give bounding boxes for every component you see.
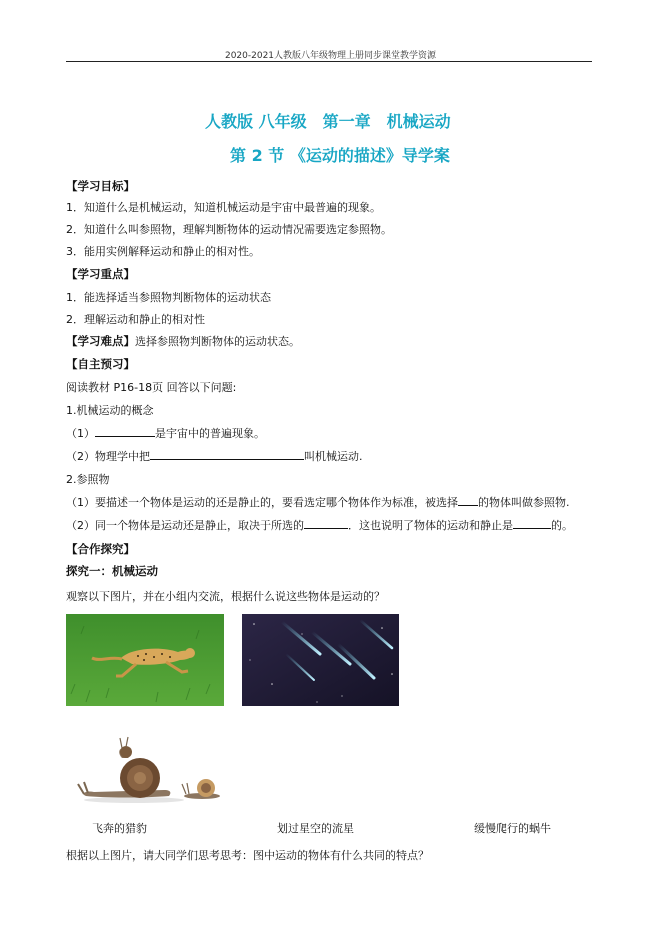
caption-snail: 缓慢爬行的蜗牛 — [474, 822, 551, 835]
cooperate-heading: 【合作探究】 — [66, 542, 135, 556]
keypoint-item: 2．理解运动和静止的相对性 — [66, 313, 205, 326]
doc-subtitle: 第 2 节 《运动的描述》导学案 — [230, 146, 450, 165]
keypoints-heading: 【学习重点】 — [66, 267, 135, 281]
preview-q1b: （2）物理学中把 叫机械运动. — [66, 450, 363, 463]
meteor-photo — [242, 614, 399, 706]
goal-item: 1．知道什么是机械运动，知道机械运动是宇宙中最普遍的现象。 — [66, 201, 381, 214]
page-header: 2020-2021人教版八年级物理上册同步课堂教学资源 — [224, 51, 437, 61]
preview-intro: 阅读教材 P16-18页 回答以下问题: — [66, 381, 237, 394]
answer-blank[interactable] — [304, 518, 348, 529]
explore-question: 观察以下图片，并在小组内交流，根据什么说这些物体是运动的？ — [66, 590, 385, 603]
preview-q1a: （1） 是宇宙中的普遍现象。 — [66, 427, 265, 440]
answer-blank[interactable] — [150, 449, 304, 460]
explore1-heading: 探究一：机械运动 — [66, 564, 158, 578]
goal-item: 3．能用实例解释运动和静止的相对性。 — [66, 245, 260, 258]
preview-q1: 1.机械运动的概念 — [66, 404, 154, 417]
difficulty-heading: 【学习难点】 — [66, 334, 135, 348]
difficulty-line — [66, 333, 300, 349]
answer-blank[interactable] — [95, 426, 155, 437]
goals-heading: 【学习目标】 — [66, 179, 135, 193]
preview-q2a: （1）要描述一个物体是运动的还是静止的，要看选定哪个物体作为标准，被选择 的物体叫做参照物. — [66, 496, 570, 509]
answer-blank[interactable] — [513, 518, 551, 529]
goal-item: 2．知道什么叫参照物，理解判断物体的运动情况需要选定参照物。 — [66, 223, 392, 236]
preview-heading: 【自主预习】 — [66, 357, 135, 371]
followup-question: 根据以上图片，请大同学们思考思考：图中运动的物体有什么共同的特点？ — [66, 849, 429, 862]
caption-meteor: 划过星空的流星 — [277, 822, 354, 835]
caption-cheetah: 飞奔的猎豹 — [92, 822, 147, 835]
keypoint-item: 1．能选择适当参照物判断物体的运动状态 — [66, 291, 271, 304]
header-divider — [66, 61, 592, 62]
preview-q2: 2.参照物 — [66, 473, 110, 486]
snail-photo — [74, 732, 224, 804]
doc-title: 人教版 八年级 第一章 机械运动 — [205, 112, 451, 131]
difficulty-text: 选择参照物判断物体的运动状态。 — [135, 335, 300, 348]
cheetah-photo — [66, 614, 224, 706]
answer-blank[interactable] — [458, 495, 478, 506]
preview-q2b: （2）同一个物体是运动还是静止，取决于所选的 ．这也说明了物体的运动和静止是 的。 — [66, 519, 573, 532]
